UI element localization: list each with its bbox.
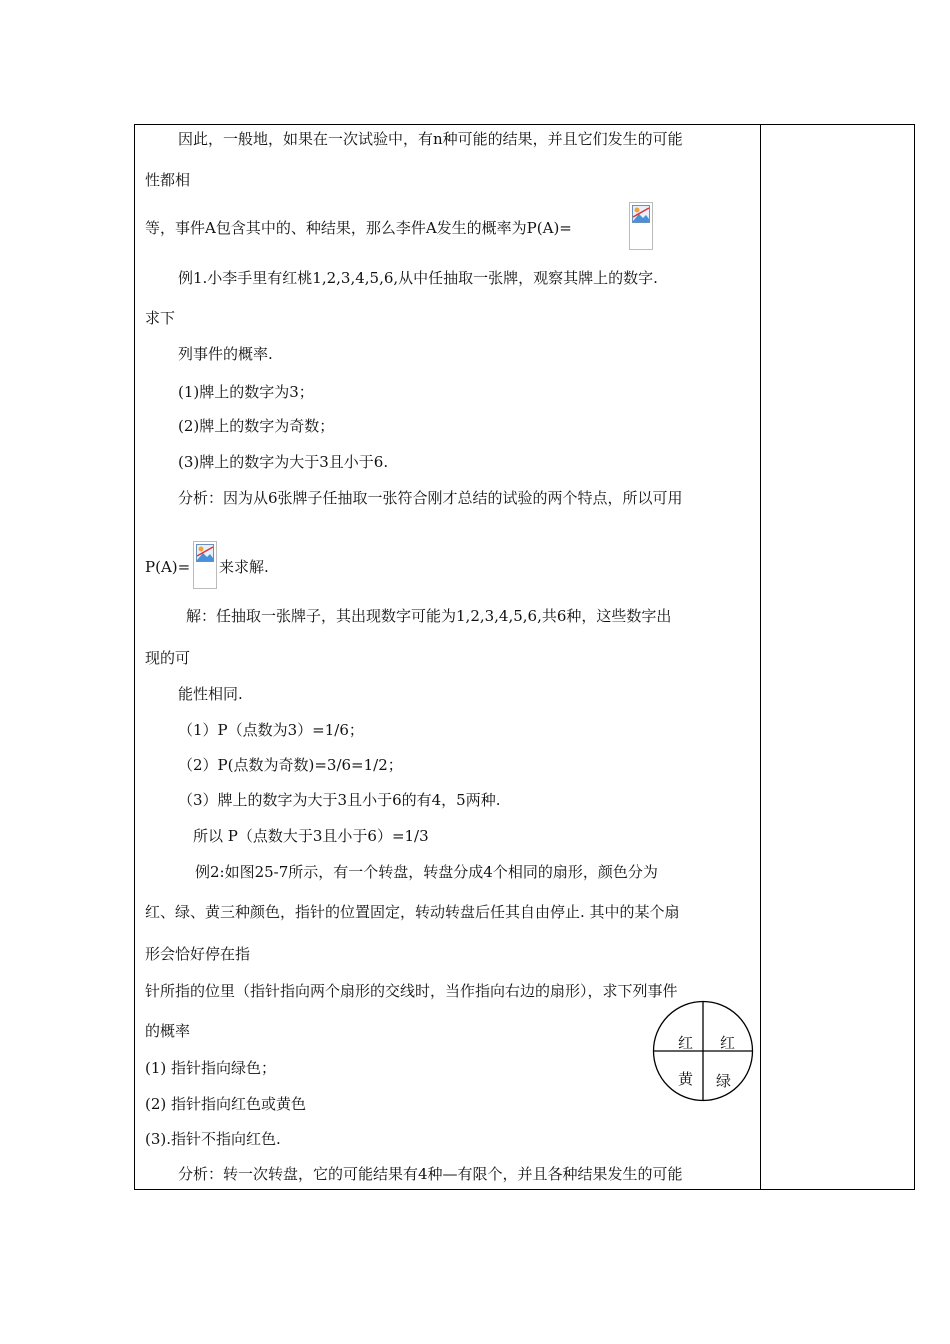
text-line: 来求解. (219, 558, 269, 576)
text-line: P(A)= (145, 558, 191, 576)
sector-label-top-right: 红 (720, 1034, 736, 1052)
text-line: 形会恰好停在指 (145, 945, 251, 963)
text-line: 例1.小李手里有红桃1,2,3,4,5,6,从中任抽取一张牌，观察其牌上的数字. (178, 269, 658, 287)
text-line: （1）P（点数为3）=1/6； (178, 721, 364, 739)
text-line: 例2:如图25-7所示，有一个转盘，转盘分成4个相同的扇形，颜色分为 (195, 863, 658, 881)
text-line: 的概率 (145, 1022, 191, 1040)
column-divider (760, 124, 761, 1190)
text-line: 现的可 (145, 649, 191, 667)
text-line: 红、绿、黄三种颜色，指针的位置固定，转动转盘后任其自由停止. 其中的某个扇 (145, 903, 680, 921)
text-line: (2)牌上的数字为奇数； (178, 417, 335, 435)
sector-label-bottom-right: 绿 (716, 1072, 732, 1090)
text-line: 求下 (145, 309, 176, 327)
text-line: 因此，一般地，如果在一次试验中，有n种可能的结果，并且它们发生的可能 (178, 130, 683, 148)
broken-image-icon (629, 202, 653, 250)
text-line: 针所指的位里（指针指向两个扇形的交线时，当作指向右边的扇形），求下列事件 (145, 982, 678, 1000)
text-line: 能性相同. (178, 685, 243, 703)
text-line: (3).指针不指向红色. (145, 1130, 281, 1148)
text-line: 所以 P（点数大于3且小于6）=1/3 (193, 827, 429, 845)
text-line: 分析：因为从6张牌子任抽取一张符合刚才总结的试验的两个特点，所以可用 (178, 489, 683, 507)
text-line: (1)牌上的数字为3； (178, 383, 314, 401)
text-line: 性都相 (145, 171, 191, 189)
text-line: 分析：转一次转盘，它的可能结果有4种—有限个，并且各种结果发生的可能 (178, 1165, 683, 1183)
text-line: （3）牌上的数字为大于3且小于6的有4，5两种. (178, 791, 501, 809)
spinner-wheel-svg (652, 1000, 754, 1102)
text-line: (2) 指针指向红色或黄色 (145, 1095, 307, 1113)
text-line: (1) 指针指向绿色； (145, 1059, 277, 1077)
text-line: （2）P(点数为奇数)=3/6=1/2； (178, 756, 403, 774)
sector-label-top-left: 红 (678, 1034, 694, 1052)
text-line: 解：任抽取一张牌子，其出现数字可能为1,2,3,4,5,6,共6种，这些数字出 (186, 607, 672, 625)
spinner-wheel-diagram (652, 1000, 754, 1102)
text-line: 等，事件A包含其中的、种结果，那么李件A发生的概率为P(A)= (145, 219, 572, 237)
broken-image-icon (193, 541, 217, 589)
text-line: (3)牌上的数字为大于3且小于6. (178, 453, 389, 471)
sector-label-bottom-left: 黄 (678, 1070, 694, 1088)
text-line: 列事件的概率. (178, 345, 273, 363)
